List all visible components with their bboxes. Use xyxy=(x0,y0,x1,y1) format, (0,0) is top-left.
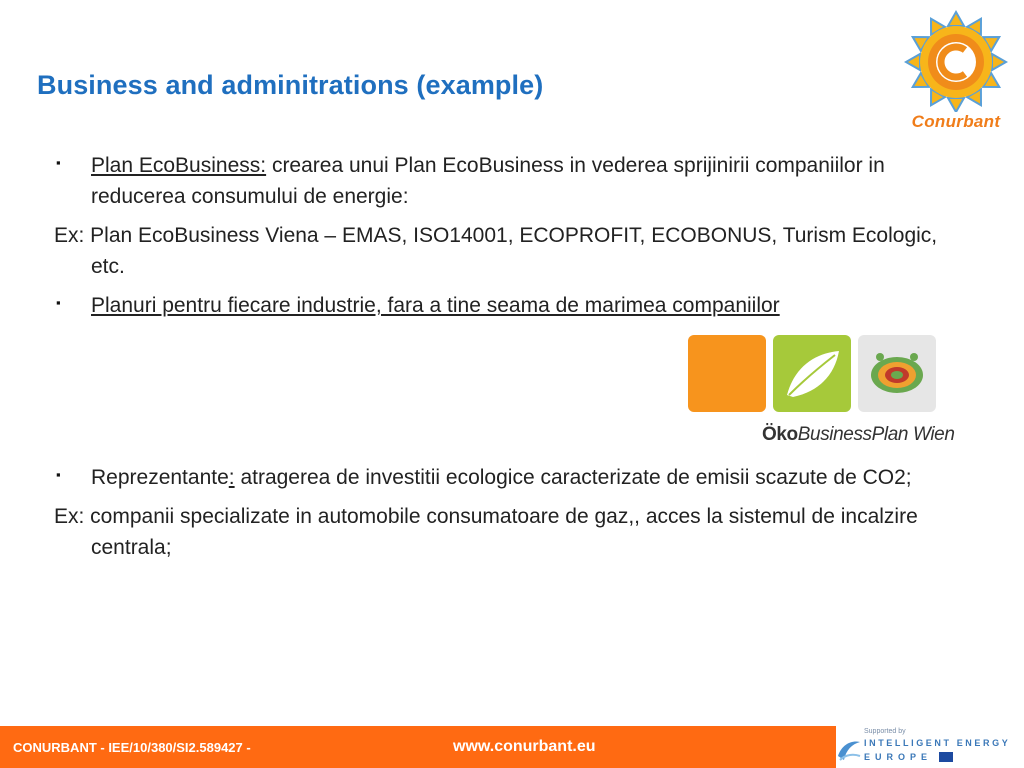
leaf-icon xyxy=(773,335,851,412)
oko-businessplan-logo xyxy=(688,335,955,447)
bullet-heading: Reprezentante xyxy=(91,466,229,489)
oko-caption-bold: Öko xyxy=(762,424,798,445)
oko-caption-italic: BusinessPlan Wien xyxy=(797,424,955,445)
bullet-marker: ▪ xyxy=(56,155,61,170)
eu-flag-icon xyxy=(939,752,953,762)
footer-url-link[interactable]: www.conurbant.eu xyxy=(453,738,596,755)
bullet-heading: Planuri pentru fiecare industrie, fara a tine seama de marimea companiilor xyxy=(91,294,780,317)
iee-supported-by: Supported by xyxy=(864,728,906,735)
conurbant-brand-text: Conurbant xyxy=(911,112,1001,131)
sun-logo-icon xyxy=(893,8,1019,112)
intelligent-energy-europe-logo xyxy=(836,726,1024,768)
slide-body-lower xyxy=(54,462,974,571)
bullet-text: atragerea de investitii ecologice caracterizate de emisii scazute de CO2; xyxy=(234,466,912,489)
iee-swoosh-icon xyxy=(836,734,862,764)
iee-line-1: INTELLIGENT ENERGY xyxy=(864,738,1011,748)
orange-tile xyxy=(688,335,766,412)
example-companies: Ex: companii specializate in automobile consumatoare de gaz,, acces la sistemul de incalzire centrala; xyxy=(54,505,918,559)
footer-project-ref: CONURBANT - IEE/10/380/SI2.589427 - xyxy=(13,740,251,755)
bullet-marker: ▪ xyxy=(56,295,61,310)
slide-title: Business and adminitrations (example) xyxy=(37,70,544,100)
bullet-ecobusiness xyxy=(54,150,974,212)
bullet-heading: Plan EcoBusiness: xyxy=(91,154,267,177)
bullet-industry-plans xyxy=(54,290,974,321)
bullet-heading-colon: : xyxy=(228,466,235,489)
bullet-representatives xyxy=(54,462,974,493)
footer-bar xyxy=(0,726,836,768)
iee-line-2: EUROPE xyxy=(864,752,933,762)
bullet-text: crearea unui Plan EcoBusiness in vederea sprijinirii companiilor in reducerea consumului de energie: xyxy=(91,154,885,208)
leaf-tile xyxy=(773,335,851,412)
example-vienna: Ex: Plan EcoBusiness Viena – EMAS, ISO14001, ECOPROFIT, ECOBONUS, Turism Ecologic, etc. xyxy=(54,224,938,278)
spiral-emblem-icon xyxy=(858,335,936,412)
bullet-marker: ▪ xyxy=(56,467,61,482)
conurbant-logo xyxy=(893,8,1019,136)
slide-body xyxy=(54,150,974,329)
emblem-tile xyxy=(858,335,936,412)
oko-caption xyxy=(762,424,955,446)
